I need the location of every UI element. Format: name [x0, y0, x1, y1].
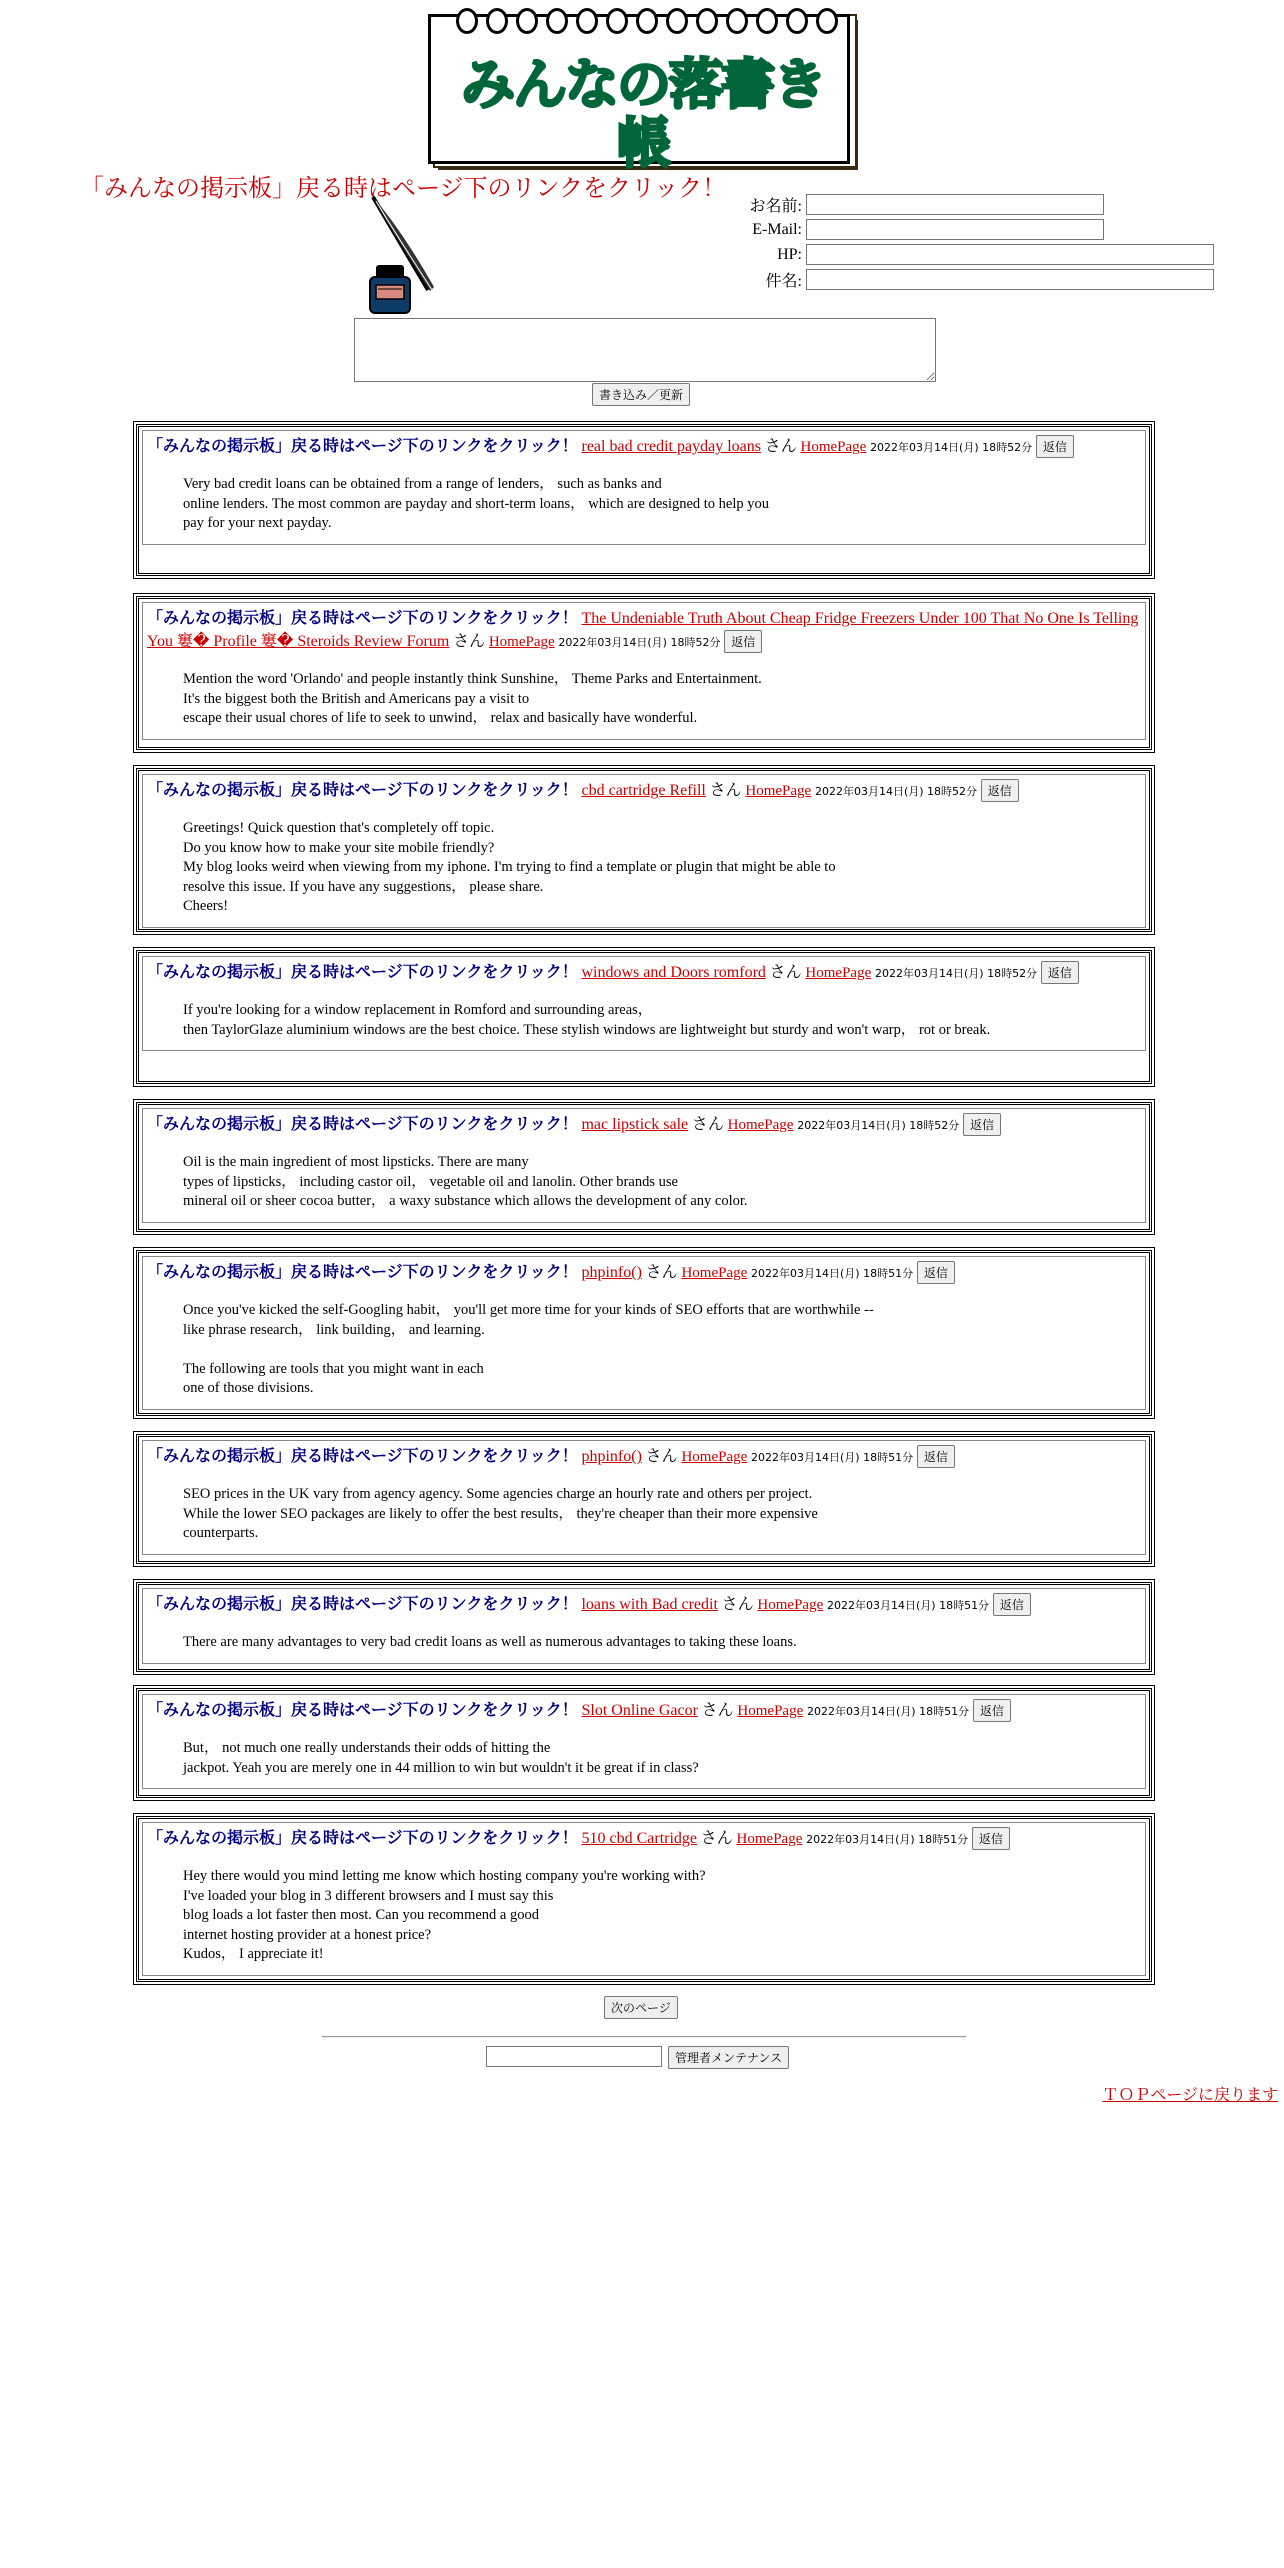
post-honorific: さん	[645, 1448, 678, 1465]
reply-button[interactable]: 返信	[917, 1445, 955, 1468]
post-subject-link[interactable]: phpinfo()	[581, 1264, 642, 1281]
post-card	[136, 1434, 1152, 1564]
post-body: But， not much one really understands their odds of hitting the jackpot. Yeah you are merely one in 44 million to win but wouldn't it be great if in class?	[183, 1740, 699, 1776]
post-card	[136, 1816, 1152, 1982]
post-body: If you're looking for a window replacement in Romford and surrounding areas， then TaylorGlaze aluminium windows are the best choice. These stylish windows are lightweight but sturdy and won't warp， rot or break.	[183, 1002, 991, 1038]
post-body: Greetings! Quick question that's completely off topic. Do you know how to make your site mobile friendly? My blog looks weird when viewing from my iphone. I'm trying to find a template or plugin that might be able to resolve this issue. If you have any suggestions， please share. Cheers!	[183, 820, 836, 914]
post-honorific: さん	[453, 633, 486, 650]
post-subject-link[interactable]: loans with Bad credit	[581, 1596, 718, 1613]
email-input[interactable]	[806, 219, 1104, 240]
reply-button[interactable]: 返信	[972, 1827, 1010, 1850]
reply-button[interactable]: 返信	[1041, 961, 1079, 984]
post-card	[136, 424, 1152, 576]
homepage-input[interactable]	[806, 244, 1214, 265]
post-title: 「みんなの掲示板」戻る時はページ下のリンクをクリック！	[147, 962, 578, 981]
post-body: Oil is the main ingredient of most lipsticks. There are many types of lipsticks， including castor oil， vegetable oil and lanolin. Other brands use mineral oil or sheer cocoa butter， a waxy substance which allows the development of any color.	[183, 1154, 748, 1209]
homepage-link[interactable]: HomePage	[745, 783, 812, 799]
pen-and-ink-icon	[368, 195, 458, 315]
post-honorific: さん	[700, 1830, 733, 1847]
post-date: 2022年03月14日(月) 18時52分	[797, 1119, 960, 1132]
next-page-button[interactable]: 次のページ	[604, 1996, 678, 2019]
post-body: Once you've kicked the self-Googling habit， you'll get more time for your kinds of SEO efforts that are worthwhile -- like phrase research， link building， and learning. The following are tools that you might want in each one of those divisions.	[183, 1302, 874, 1396]
post-subject-link[interactable]: phpinfo()	[581, 1448, 642, 1465]
post-honorific: さん	[764, 438, 797, 455]
submit-button[interactable]: 書き込み／更新	[592, 383, 690, 406]
post-title: 「みんなの掲示板」戻る時はページ下のリンクをクリック！	[147, 780, 578, 799]
reply-button[interactable]: 返信	[963, 1113, 1001, 1136]
post-honorific: さん	[701, 1702, 734, 1719]
post-date: 2022年03月14日(月) 18時51分	[751, 1451, 914, 1464]
post-subject-link[interactable]: The Undeniable Truth About Cheap Fridge Freezers Under 100 That No One Is Telling You 窶� Profile 窶� Steroids Review Forum	[147, 610, 1139, 650]
homepage-link[interactable]: HomePage	[757, 1597, 824, 1613]
post-honorific: さん	[721, 1596, 754, 1613]
post-date: 2022年03月14日(月) 18時51分	[827, 1599, 990, 1612]
post-date: 2022年03月14日(月) 18時51分	[807, 1705, 970, 1718]
post-subject-link[interactable]: Slot Online Gacor	[581, 1702, 698, 1719]
reply-button[interactable]: 返信	[724, 630, 762, 653]
reply-button[interactable]: 返信	[973, 1699, 1011, 1722]
post-title: 「みんなの掲示板」戻る時はページ下のリンクをクリック！	[147, 1594, 578, 1613]
post-body: Hey there would you mind letting me know which hosting company you're working with? I've loaded your blog in 3 different browsers and I must say this blog loads a lot faster then most. Can you recommend a good internet hosting provider at a honest price? Kudos， I appreciate it!	[183, 1868, 706, 1962]
logo-title: みんなの落書き帳	[461, 53, 825, 176]
post-card	[136, 1102, 1152, 1232]
post-date: 2022年03月14日(月) 18時52分	[870, 441, 1033, 454]
post-subject-link[interactable]: mac lipstick sale	[581, 1116, 689, 1133]
homepage-link[interactable]: HomePage	[488, 634, 555, 650]
post-form	[740, 192, 1214, 292]
divider	[322, 2036, 966, 2038]
post-title: 「みんなの掲示板」戻る時はページ下のリンクをクリック！	[147, 1262, 578, 1281]
post-body: There are many advantages to very bad credit loans as well as numerous advantages to taking these loans.	[183, 1634, 797, 1650]
message-textarea[interactable]	[354, 318, 936, 382]
post-title: 「みんなの掲示板」戻る時はページ下のリンクをクリック！	[147, 1114, 578, 1133]
post-date: 2022年03月14日(月) 18時51分	[751, 1267, 914, 1280]
post-card	[136, 950, 1152, 1084]
post-date: 2022年03月14日(月) 18時52分	[558, 636, 721, 649]
homepage-link[interactable]: HomePage	[805, 965, 872, 981]
post-body: SEO prices in the UK vary from agency agency. Some agencies charge an hourly rate and others per project. While the lower SEO packages are likely to offer the best results， they're cheaper than their more expensive counterparts.	[183, 1486, 818, 1541]
post-subject-link[interactable]: 510 cbd Cartridge	[581, 1830, 698, 1847]
post-body: Very bad credit loans can be obtained from a range of lenders， such as banks and online lenders. The most common are payday and short-term loans， which are designed to help you pay for your next payday.	[183, 476, 770, 531]
name-label: お名前:	[749, 198, 802, 215]
site-logo	[428, 8, 860, 176]
post-card	[136, 1250, 1152, 1416]
post-card	[136, 1582, 1152, 1672]
top-page-link[interactable]: ＴＯＰページに戻ります	[1102, 2085, 1278, 2104]
subject-label: 件名:	[765, 273, 802, 290]
post-card	[136, 1688, 1152, 1798]
post-date: 2022年03月14日(月) 18時51分	[806, 1833, 969, 1846]
post-title: 「みんなの掲示板」戻る時はページ下のリンクをクリック！	[147, 436, 578, 455]
post-body: Mention the word 'Orlando' and people instantly think Sunshine， Theme Parks and Entertainment. It's the biggest both the British and Americans pay a visit to escape their usual chores of life to seek to unwind， relax and basically have wonderful.	[183, 671, 762, 726]
post-subject-link[interactable]: windows and Doors romford	[581, 964, 766, 981]
email-label: E-Mail:	[752, 220, 802, 238]
post-card	[136, 768, 1152, 932]
homepage-link[interactable]: HomePage	[681, 1449, 748, 1465]
homepage-link[interactable]: HomePage	[681, 1265, 748, 1281]
banner-notice: 「みんなの掲示板」戻る時はページ下のリンクをクリック！	[80, 174, 727, 202]
admin-password-input[interactable]	[486, 2046, 662, 2067]
admin-maintenance-button[interactable]: 管理者メンテナンス	[668, 2046, 789, 2069]
post-honorific: さん	[769, 964, 802, 981]
homepage-link[interactable]: HomePage	[727, 1117, 794, 1133]
post-title: 「みんなの掲示板」戻る時はページ下のリンクをクリック！	[147, 1446, 578, 1465]
post-honorific: さん	[691, 1116, 724, 1133]
reply-button[interactable]: 返信	[993, 1593, 1031, 1616]
subject-input[interactable]	[806, 269, 1214, 290]
post-title: 「みんなの掲示板」戻る時はページ下のリンクをクリック！	[147, 608, 578, 627]
post-date: 2022年03月14日(月) 18時52分	[875, 967, 1038, 980]
reply-button[interactable]: 返信	[917, 1261, 955, 1284]
post-date: 2022年03月14日(月) 18時52分	[814, 785, 978, 798]
reply-button[interactable]: 返信	[1036, 435, 1074, 458]
homepage-link[interactable]: HomePage	[800, 439, 867, 455]
post-subject-link[interactable]: cbd cartridge Refill	[581, 782, 706, 799]
name-input[interactable]	[806, 194, 1104, 215]
homepage-link[interactable]: HomePage	[737, 1703, 804, 1719]
post-card	[136, 596, 1152, 750]
post-title: 「みんなの掲示板」戻る時はページ下のリンクをクリック！	[147, 1700, 578, 1719]
post-title: 「みんなの掲示板」戻る時はページ下のリンクをクリック！	[147, 1828, 578, 1847]
post-subject-link[interactable]: real bad credit payday loans	[581, 438, 761, 455]
post-honorific: さん	[645, 1264, 678, 1281]
hp-label: HP:	[777, 245, 802, 263]
reply-button[interactable]: 返信	[981, 779, 1019, 802]
homepage-link[interactable]: HomePage	[736, 1831, 803, 1847]
post-honorific: さん	[709, 782, 742, 799]
